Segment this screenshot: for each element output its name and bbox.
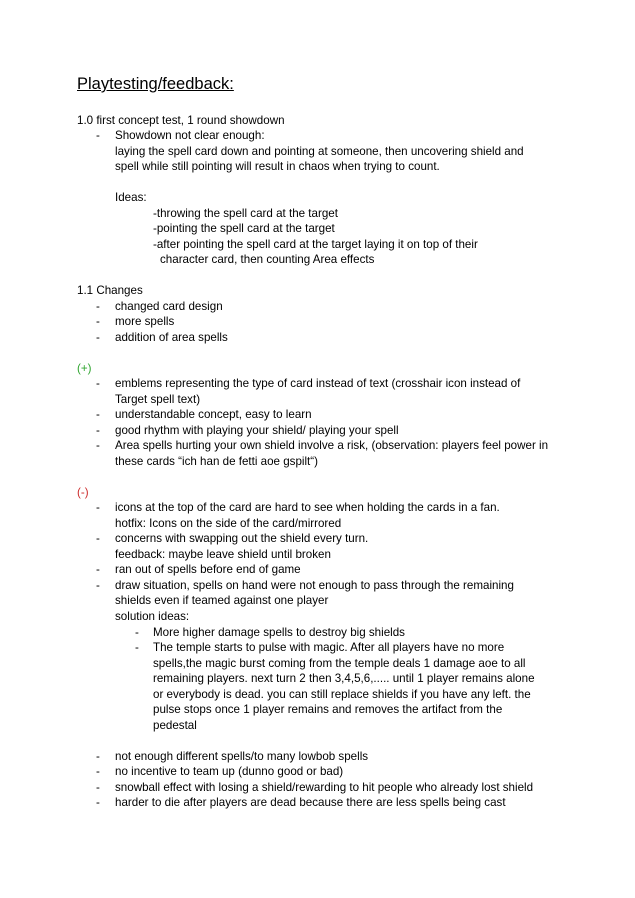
idea-item: -throwing the spell card at the target — [153, 207, 338, 220]
negative-label: (-) — [77, 486, 89, 499]
list-item: more spells — [115, 315, 175, 328]
bullet-dash: - — [96, 579, 100, 592]
bullet-dash: - — [96, 750, 100, 763]
sub-list-item: More higher damage spells to destroy big shields — [153, 626, 405, 639]
bullet-dash: - — [96, 331, 100, 344]
list-item: not enough different spells/to many lowbob spells — [115, 750, 369, 763]
sub-list-item-continued: remaining players. next turn 2 then 3,4,5,6,..... until 1 player remains alone — [153, 672, 535, 685]
list-item: concerns with swapping out the shield every turn. — [115, 532, 369, 545]
list-item: addition of area spells — [115, 331, 228, 344]
bullet-dash: - — [96, 424, 100, 437]
sub-list-item: The temple starts to pulse with magic. After all players have no more — [153, 641, 505, 654]
bullet-dash: - — [96, 300, 100, 313]
bullet-dash: - — [96, 439, 100, 452]
list-item: changed card design — [115, 300, 223, 313]
list-item-continued: Target spell text) — [115, 393, 201, 406]
list-item: snowball effect with losing a shield/rewarding to hit people who already lost shield — [115, 781, 534, 794]
bullet-dash: - — [96, 129, 100, 142]
list-item: understandable concept, easy to learn — [115, 408, 312, 421]
bullet-dash: - — [96, 315, 100, 328]
sub-list-item-continued: pedestal — [153, 719, 197, 732]
sub-bullet-dash: - — [135, 641, 139, 654]
list-item: ran out of spells before end of game — [115, 563, 301, 576]
idea-item: -pointing the spell card at the target — [153, 222, 335, 235]
list-item: Showdown not clear enough: — [115, 129, 265, 142]
solution-ideas-label: solution ideas: — [115, 610, 190, 623]
bullet-dash: - — [96, 796, 100, 809]
list-item: no incentive to team up (dunno good or bad) — [115, 765, 344, 778]
bullet-dash: - — [96, 781, 100, 794]
list-item-continued: spell while still pointing will result in chaos when trying to count. — [115, 160, 440, 173]
sub-list-item-continued: or everybody is dead. you can still replace shields if you have any left. the — [153, 688, 531, 701]
list-item: Area spells hurting your own shield involve a risk, (observation: players feel power in — [115, 439, 549, 452]
bullet-dash: - — [96, 765, 100, 778]
ideas-label: Ideas: — [115, 191, 147, 204]
list-item: icons at the top of the card are hard to see when holding the cards in a fan. — [115, 501, 500, 514]
bullet-dash: - — [96, 532, 100, 545]
list-item-continued: hotfix: Icons on the side of the card/mirrored — [115, 517, 342, 530]
list-item-continued: feedback: maybe leave shield until broken — [115, 548, 331, 561]
list-item: good rhythm with playing your shield/ playing your spell — [115, 424, 399, 437]
sub-list-item-continued: pulse stops once 1 player remains and removes the artifact from the — [153, 703, 503, 716]
list-item: draw situation, spells on hand were not enough to pass through the remaining — [115, 579, 514, 592]
bullet-dash: - — [96, 563, 100, 576]
idea-item-continued: character card, then counting Area effects — [160, 253, 375, 266]
sub-bullet-dash: - — [135, 626, 139, 639]
list-item-continued: these cards “ich han de fetti aoe gspilt“) — [115, 455, 318, 468]
section-heading-1-1: 1.1 Changes — [77, 284, 143, 297]
bullet-dash: - — [96, 377, 100, 390]
positive-label: (+) — [77, 362, 92, 375]
bullet-dash: - — [96, 501, 100, 514]
list-item: emblems representing the type of card instead of text (crosshair icon instead of — [115, 377, 521, 390]
list-item-continued: laying the spell card down and pointing at someone, then uncovering shield and — [115, 145, 524, 158]
bullet-dash: - — [96, 408, 100, 421]
page-title: Playtesting/feedback: — [77, 75, 234, 93]
list-item-continued: shields even if teamed against one player — [115, 594, 329, 607]
idea-item: -after pointing the spell card at the target laying it on top of their — [153, 238, 478, 251]
sub-list-item-continued: spells,the magic burst coming from the temple deals 1 damage aoe to all — [153, 657, 526, 670]
section-heading-1-0: 1.0 first concept test, 1 round showdown — [77, 114, 285, 127]
list-item: harder to die after players are dead because there are less spells being cast — [115, 796, 506, 809]
